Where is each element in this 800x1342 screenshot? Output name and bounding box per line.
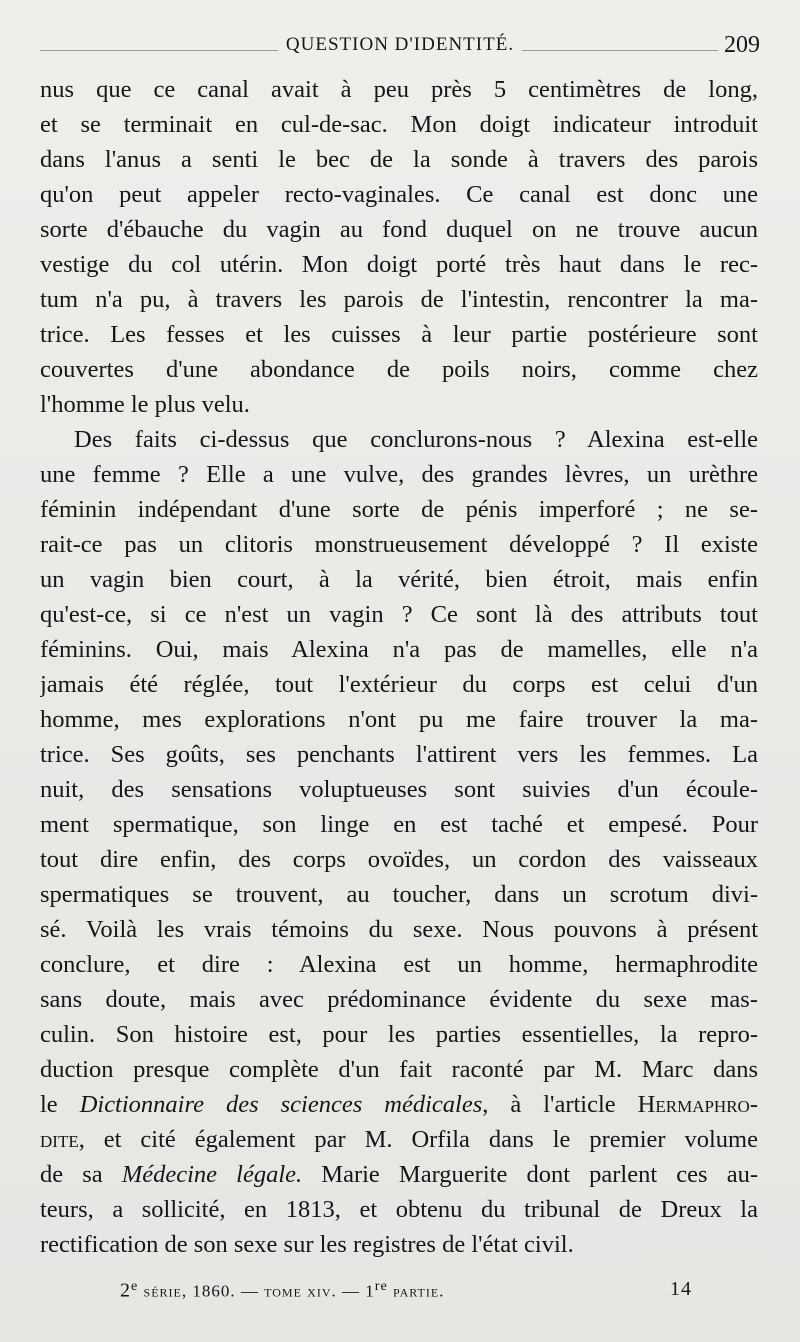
sheet-number: 14 <box>670 1278 692 1300</box>
text-line: qu'est-ce, si ce n'est un vagin ? Ce sont là des attributs tout <box>40 601 758 628</box>
text-line: tout dire enfin, des corps ovoïdes, un cordon des vaisseaux <box>40 846 758 873</box>
text-line: sorte d'ébauche du vagin au fond duquel on ne trouve aucun <box>40 216 758 243</box>
text-line: rectification de son sexe sur les registres de l'état civil. <box>40 1231 574 1258</box>
text-line: tum n'a pu, à travers les parois de l'intestin, rencontrer la ma- <box>40 286 758 313</box>
running-header <box>40 30 760 66</box>
paragraph-2 <box>40 422 758 1262</box>
text-line: nuit, des sensations voluptueuses sont suivies d'un écoule- <box>40 776 758 803</box>
text-line: trice. Les fesses et les cuisses à leur partie postérieure sont <box>40 321 758 348</box>
signature-footer <box>120 1278 692 1308</box>
page-number: 209 <box>718 32 760 59</box>
text-line: et se terminait en cul-de-sac. Mon doigt indicateur introduit <box>40 111 758 138</box>
text-line: qu'on peut appeler recto-vaginales. Ce canal est donc une <box>40 181 758 208</box>
text-run: de sa <box>40 1161 122 1188</box>
text-line: jamais été réglée, tout l'extérieur du corps est celui d'un <box>40 671 758 698</box>
text-line: féminins. Oui, mais Alexina n'a pas de mamelles, elle n'a <box>40 636 758 663</box>
text-line: dans l'anus a senti le bec de la sonde à travers des parois <box>40 146 758 173</box>
text-line: trice. Ses goûts, ses penchants l'attirent vers les femmes. La <box>40 741 758 768</box>
text-line: sans doute, mais avec prédominance évidente du sexe mas- <box>40 986 758 1013</box>
text-line: spermatiques se trouvent, au toucher, dans un scrotum divi- <box>40 881 758 908</box>
text-line: féminin indépendant d'une sorte de pénis imperforé ; ne se- <box>40 496 758 523</box>
text-line <box>40 1157 758 1192</box>
paragraph-1 <box>40 72 758 422</box>
text-line: homme, mes explorations n'ont pu me faire trouver la ma- <box>40 706 758 733</box>
text-body <box>40 72 758 1262</box>
text-line: couvertes d'une abondance de poils noirs, comme chez <box>40 356 758 383</box>
book-title-dictionnaire: Dictionnaire des sciences médicales <box>79 1091 483 1118</box>
article-title-continuation: dite <box>40 1126 79 1153</box>
text-run: Marie Marguerite dont parlent ces au- <box>302 1161 758 1188</box>
text-run: , et cité également par M. Orfila dans le premier volume <box>78 1126 758 1153</box>
text-line <box>40 1087 758 1122</box>
text-line: nus que ce canal avait à peu près 5 centimètres de long, <box>40 76 758 103</box>
text-line: culin. Son histoire est, pour les parties essentielles, la repro- <box>40 1021 758 1048</box>
text-line: l'homme le plus velu. <box>40 391 250 418</box>
text-line: ment spermatique, son linge en est taché et empesé. Pour <box>40 811 758 838</box>
text-run: , à l'article <box>482 1091 638 1118</box>
text-line <box>40 1122 758 1157</box>
text-line: duction presque complète d'un fait raconté par M. Marc dans <box>40 1056 758 1083</box>
text-line: rait-ce pas un clitoris monstrueusement développé ? Il existe <box>40 531 758 558</box>
text-line: sé. Voilà les vrais témoins du sexe. Nous pouvons à présent <box>40 916 758 943</box>
text-line: Des faits ci-dessus que conclurons-nous ? Alexina est-elle <box>74 426 758 453</box>
running-title: QUESTION D'IDENTITÉ. <box>278 34 522 55</box>
text-line: un vagin bien court, à la vérité, bien étroit, mais enfin <box>40 566 758 593</box>
book-title-medecine-legale: Médecine légale. <box>121 1161 303 1188</box>
text-line: conclure, et dire : Alexina est un homme, hermaphrodite <box>40 951 758 978</box>
text-run: le <box>40 1091 80 1118</box>
text-line: teurs, a sollicité, en 1813, et obtenu du tribunal de Dreux la <box>40 1196 758 1223</box>
text-line: vestige du col utérin. Mon doigt porté très haut dans le rec- <box>40 251 758 278</box>
article-title-hermaphrodite: Hermaphro- <box>637 1091 758 1118</box>
text-line: une femme ? Elle a une vulve, des grandes lèvres, un urèthre <box>40 461 758 488</box>
series-signature: 2e série, 1860. — tome xiv. — 1re partie. <box>120 1278 445 1302</box>
